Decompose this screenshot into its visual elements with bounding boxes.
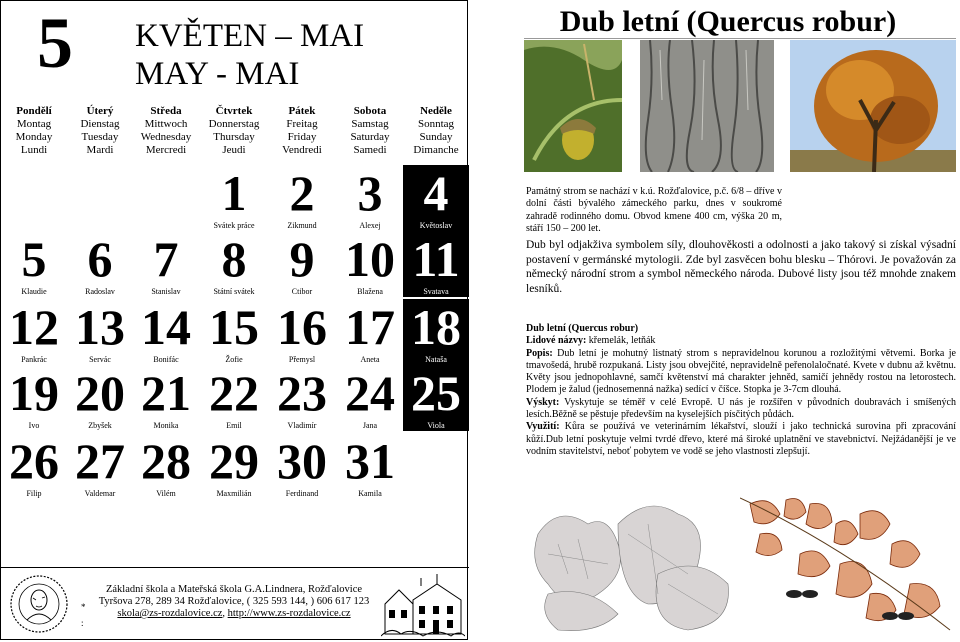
day-number: 8 [221, 231, 247, 287]
day-number: 30 [277, 433, 327, 489]
day-number: 12 [9, 299, 59, 355]
day-header-en: Friday [287, 131, 317, 143]
day-number: 29 [209, 433, 259, 489]
school-web-link[interactable]: http://www.zs-rozdalovice.cz [227, 608, 351, 619]
day-header-fr: Dimanche [413, 144, 459, 156]
school-building-drawing [381, 570, 465, 638]
day-header-fr: Mardi [86, 144, 114, 156]
day-number: 15 [209, 299, 259, 355]
day-number: 23 [277, 365, 327, 421]
calendar-day-cell [201, 299, 267, 365]
day-header-0 [1, 105, 67, 157]
school-seal-logo [9, 572, 69, 636]
day-number: 4 [423, 165, 449, 221]
day-number: 27 [75, 433, 125, 489]
link-separator: , [222, 608, 228, 619]
description-label: Popis: [526, 347, 553, 359]
name-day: Vladimír [287, 421, 317, 430]
day-number: 24 [345, 365, 395, 421]
name-day: Radoslav [85, 287, 115, 296]
calendar-day-cell [67, 299, 133, 365]
usage-label: Využití: [526, 421, 560, 433]
usage-text: Kůra se používá ve veterinárním lékařství, slouží i jako technická surovina při zpracování kůží.Dub letní poskytuje velmi tvrdé dřevo, které má široké uplatnění ve stavebnictví. Nejžádanější je ve vodním stavitelství, neboť pobytem ve vodě se jeho vlastnosti zlepšují. [526, 421, 956, 457]
day-header-de: Mittwoch [144, 118, 188, 130]
calendar-day-cell [337, 365, 403, 431]
folk-names-label: Lidové názvy: [526, 335, 587, 347]
day-number: 16 [277, 299, 327, 355]
day-number: 25 [411, 365, 461, 421]
day-number: 22 [209, 365, 259, 421]
calendar-day-cell [67, 231, 133, 297]
school-email-link[interactable]: skola@zs-rozdalovice.cz [117, 608, 223, 619]
calendar-day-cell [1, 433, 67, 499]
day-number: 13 [75, 299, 125, 355]
name-day: Zbyšek [88, 421, 112, 430]
name-day: Blažena [357, 287, 383, 296]
day-header-de: Donnerstag [208, 118, 260, 130]
name-day: Filip [26, 489, 42, 498]
calendar-day-cell [269, 433, 335, 499]
name-day: Alexej [359, 221, 381, 230]
description-text: Dub letní je mohutný listnatý strom s nepravidelnou korunou a rozložitými větvemi. Borka je tmavošedá, hrubě rozpukaná. Listy jsou obvejčité, nepravidelně peřenolaločnaté. Kvete v dubnu až květnu. Květy jsou jednopohlavné, samčí květenství má charakter jehněd, samičí jehnědy rostou na letorostech. Plodem je žalud (jednosemenná nažka) sedící v číšce. Stopka je 3-7cm dlouhá. [526, 347, 956, 396]
day-header-en: Tuesday [81, 131, 119, 143]
month-title-line2: MAY - MAI [135, 56, 300, 92]
calendar-day-cell [269, 231, 335, 297]
name-day: Stanislav [151, 287, 181, 296]
school-address: Tyršova 278, 289 34 Rožďalovice, ( 325 593 144, ) 606 617 123 [98, 596, 370, 607]
acorn-photo [524, 40, 622, 172]
day-header-fr: Samedi [353, 144, 387, 156]
day-header-en: Saturday [350, 131, 390, 143]
name-day: Přemysl [288, 355, 316, 364]
calendar-day-cell [337, 165, 403, 231]
name-day: Žofie [225, 355, 243, 364]
day-number: 20 [75, 365, 125, 421]
month-title-line1: KVĚTEN – MAI [135, 18, 365, 54]
description [526, 348, 956, 397]
day-number: 7 [153, 231, 179, 287]
school-contact [89, 584, 379, 620]
day-number: 9 [289, 231, 315, 287]
day-number: 5 [21, 231, 47, 287]
folk-names [526, 335, 956, 347]
occurrence-label: Výskyt: [526, 396, 560, 408]
calendar-day-cell [337, 299, 403, 365]
name-day: Ctibor [291, 287, 313, 296]
name-day: Zikmund [287, 221, 317, 230]
calendar-day-cell [269, 299, 335, 365]
calendar-day-cell [337, 231, 403, 297]
name-day: Vilém [156, 489, 176, 498]
calendar-day-cell [403, 165, 469, 231]
title-divider [524, 38, 956, 39]
day-header-de: Samstag [351, 118, 389, 130]
tree-details [526, 323, 956, 458]
day-number: 14 [141, 299, 191, 355]
day-header-fr: Mercredi [145, 144, 187, 156]
calendar-day-cell [133, 365, 199, 431]
day-header-fr: Jeudi [222, 144, 246, 156]
day-number: 2 [289, 165, 315, 221]
calendar-day-cell [1, 299, 67, 365]
calendar-day-cell [1, 365, 67, 431]
name-day: Viola [427, 421, 445, 430]
day-header-en: Wednesday [140, 131, 192, 143]
footer-mark-2: : [81, 618, 84, 628]
calendar-day-cell [269, 365, 335, 431]
details-heading: Dub letní (Quercus robur) [526, 323, 639, 334]
day-number: 10 [345, 231, 395, 287]
name-day: Maxmilián [216, 489, 252, 498]
day-number: 6 [87, 231, 113, 287]
day-header-cz: Úterý [86, 105, 114, 117]
day-number: 21 [141, 365, 191, 421]
bark-photo [640, 40, 774, 172]
occurrence [526, 397, 956, 422]
name-day: Nataša [425, 355, 447, 364]
day-header-3 [201, 105, 267, 157]
day-header-de: Sonntag [417, 118, 455, 130]
day-header-en: Sunday [419, 131, 453, 143]
day-header-cz: Středa [150, 105, 182, 117]
name-day: Jana [362, 421, 378, 430]
day-header-fr: Vendredi [282, 144, 322, 156]
calendar-day-cell [269, 165, 335, 231]
school-name: Základní škola a Mateřská škola G.A.Lindnera, Rožďalovice [105, 584, 363, 595]
day-number: 3 [357, 165, 383, 221]
day-header-1 [67, 105, 133, 157]
name-day: Kamila [358, 489, 382, 498]
day-number: 31 [345, 433, 395, 489]
tree-symbol: Dub byl odjakživa symbolem síly, dlouhověkosti a odolnosti a jako takový si získal výsadní postavení v germánské mytologii. Zde byl zasvěcen bohu blesku – Thórovi. Je považován za německý národní strom a symbol německého národa. Dubové listy jsou též mnohde znakem lesníků. [526, 239, 956, 295]
day-header-cz: Pondělí [16, 105, 52, 117]
day-header-fr: Lundi [20, 144, 48, 156]
month-number: 5 [37, 3, 73, 83]
day-header-4 [269, 105, 335, 157]
leaf-illustration [740, 494, 956, 634]
name-day: Pankrác [21, 355, 47, 364]
name-day: Aneta [360, 355, 380, 364]
day-header-de: Montag [16, 118, 52, 130]
calendar-day-cell [201, 165, 267, 231]
day-header-de: Dienstag [80, 118, 120, 130]
calendar-page [0, 0, 468, 640]
calendar-day-cell [133, 433, 199, 499]
day-number: 18 [411, 299, 461, 355]
calendar-day-cell [403, 365, 469, 431]
name-day: Státní svátek [213, 287, 255, 296]
calendar-day-cell [67, 365, 133, 431]
day-header-6 [403, 105, 469, 157]
day-number: 11 [412, 231, 460, 287]
leaf-rubbing-drawing [528, 494, 738, 634]
calendar-day-cell [201, 365, 267, 431]
day-header-cz: Neděle [420, 105, 452, 117]
day-header-de: Freitag [286, 118, 318, 130]
name-day: Emil [226, 421, 242, 430]
day-header-5 [337, 105, 403, 157]
name-day: Svátek práce [213, 221, 255, 230]
name-day: Servác [89, 355, 111, 364]
footer-mark-1: * [81, 602, 86, 612]
name-day: Bonifác [153, 355, 179, 364]
day-number: 1 [221, 165, 247, 221]
tree-intro: Památný strom se nachází v k.ú. Rožďalovice, p.č. 6/8 – dříve v dolní části bývalého zámeckého parku, dnes v soukromé zahradě rodinného domu. Obvod kmene 400 cm, výška 20 m, stáří 150 – 200 let. [526, 186, 782, 234]
occurrence-text: Vyskytuje se téměř v celé Evropě. U nás je rozšířen v původních doubravách i smíšených lesích.Běžně se pěstuje především na kyselejších písčitých půdách. [526, 396, 956, 421]
usage [526, 421, 956, 458]
name-day: Květoslav [419, 221, 453, 230]
day-header-cz: Pátek [288, 105, 316, 117]
month-title [135, 17, 364, 93]
day-number: 19 [9, 365, 59, 421]
calendar-day-cell [133, 299, 199, 365]
name-day: Klaudie [21, 287, 47, 296]
name-day: Ferdinand [285, 489, 319, 498]
calendar-day-cell [201, 231, 267, 297]
day-header-en: Thursday [213, 131, 255, 143]
calendar-day-cell [403, 231, 469, 297]
folk-names-text: křemelák, letňák [586, 335, 656, 347]
name-day: Svatava [423, 287, 449, 296]
tree-title: Dub letní (Quercus robur) [559, 5, 897, 38]
school-footer [1, 567, 469, 642]
calendar-day-cell [337, 433, 403, 499]
tree-photo [790, 40, 956, 172]
day-number: 17 [345, 299, 395, 355]
name-day: Valdemar [84, 489, 116, 498]
calendar-day-cell [403, 299, 469, 365]
calendar-day-cell [201, 433, 267, 499]
name-day: Monika [153, 421, 179, 430]
calendar-day-cell [1, 231, 67, 297]
day-header-en: Monday [15, 131, 53, 143]
day-number: 28 [141, 433, 191, 489]
calendar-day-cell [133, 231, 199, 297]
name-day: Ivo [28, 421, 40, 430]
calendar-day-cell [67, 433, 133, 499]
day-header-2 [133, 105, 199, 157]
day-header-cz: Čtvrtek [215, 105, 253, 117]
day-header-cz: Sobota [353, 105, 387, 117]
day-number: 26 [9, 433, 59, 489]
